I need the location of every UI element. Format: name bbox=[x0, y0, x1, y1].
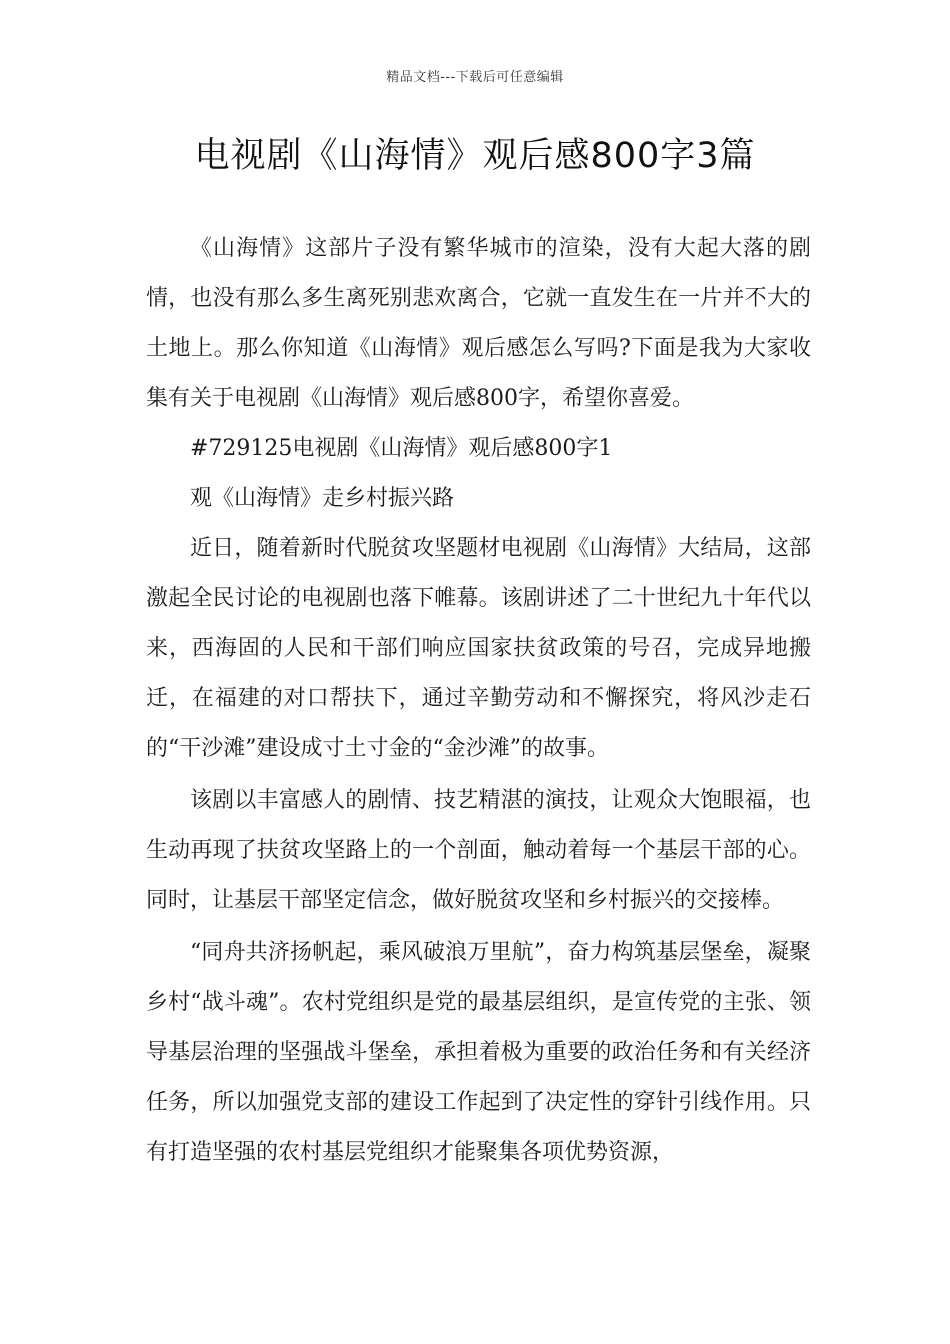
page-header-note: 精品文档---下载后可任意编辑 bbox=[386, 70, 564, 85]
body-paragraph: 该剧以丰富感人的剧情、技艺精湛的演技，让观众大饱眼福，也生动再现了扶贫攻坚路上的一个剖面，触动着每一个基层干部的心。同时，让基层干部坚定信念，做好脱贫攻坚和乡村振兴的交接棒。 bbox=[146, 788, 811, 913]
section-heading: #729125电视剧《山海情》观后感800字1 bbox=[190, 436, 613, 461]
body-paragraph: 近日，随着新时代脱贫攻坚题材电视剧《山海情》大结局，这部激起全民讨论的电视剧也落下帷幕。该剧讲述了二十世纪九十年代以来，西海固的人民和干部们响应国家扶贫政策的号召，完成异地搬迁，在福建的对口帮扶下，通过辛勤劳动和不懈探究，将风沙走石的“干沙滩”建设成寸土寸金的“金沙滩”的故事。 bbox=[146, 536, 811, 761]
document-body bbox=[146, 224, 811, 1178]
intro-paragraph: 《山海情》这部片子没有繁华城市的渲染，没有大起大落的剧情，也没有那么多生离死别悲欢离合，它就一直发生在一片并不大的土地上。那么你知道《山海情》观后感怎么写吗?下面是我为大家收集有关于电视剧《山海情》观后感800字，希望你喜爱。 bbox=[146, 236, 811, 411]
body-paragraph: “同舟共济扬帆起，乘风破浪万里航”，奋力构筑基层堡垒，凝聚乡村“战斗魂”。农村党组织是党的最基层组织，是宣传党的主张、领导基层治理的坚强战斗堡垒，承担着极为重要的政治任务和有关经济任务，所以加强党支部的建设工作起到了决定性的穿针引线作用。只有打造坚强的农村基层党组织才能聚集各项优势资源， bbox=[146, 940, 811, 1165]
section-subtitle: 观《山海情》走乡村振兴路 bbox=[190, 486, 455, 511]
document-title: 电视剧《山海情》观后感800字3篇 bbox=[194, 136, 756, 176]
